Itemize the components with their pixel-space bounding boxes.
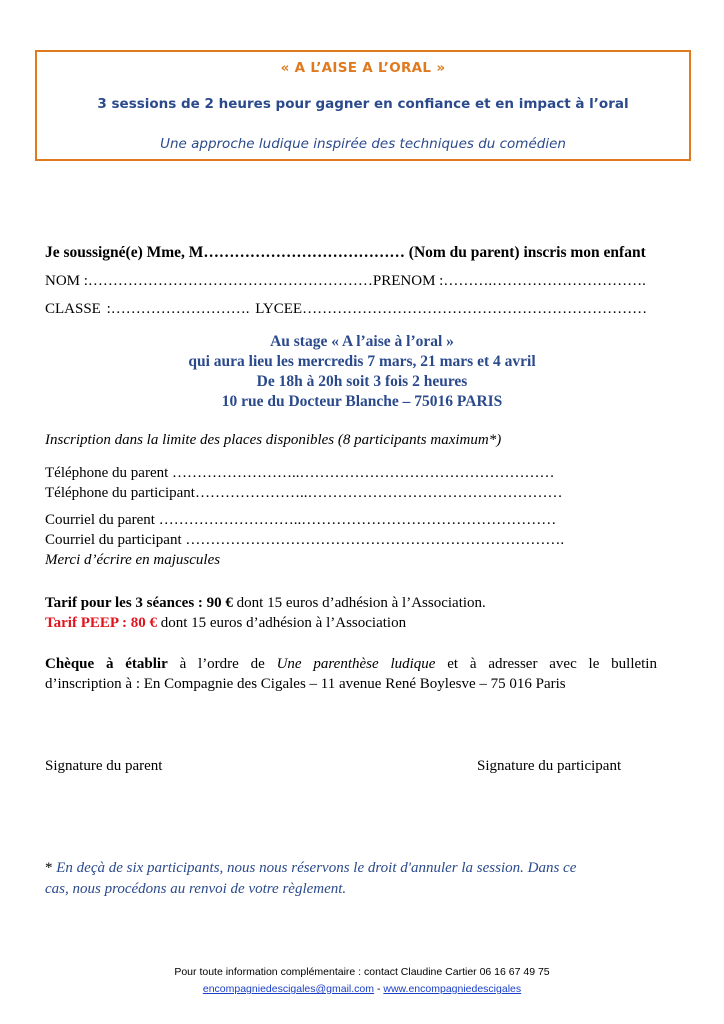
tarif-standard [45,595,486,612]
tarif-peep-label: Tarif PEEP : 80 € [45,615,157,631]
cheque-label: Chèque à établir [45,656,168,672]
stage-line-2: qui aura lieu les mercredis 7 mars, 21 mars et 4 avril [188,353,536,370]
nom-prenom-line: NOM :…………………………………………………PRENOM :……….…………………………. [45,273,646,289]
signature-participant: Signature du participant [477,758,622,774]
cheque-text-2: et à adresser avec le bulletin [435,656,657,672]
tel-parent-line: Téléphone du parent ……………………..…………………………………………… [45,465,555,481]
footnote-text-1: En deçà de six participants, nous nous réservons le droit d'annuler la session. Dans ce [56,860,577,876]
mail-parent-line: Courriel du parent ………………………..…………………………………………… [45,512,557,528]
footnote-line-2: cas, nous procédons au renvoi de votre règlement. [45,881,347,897]
stage-line-1: Au stage « A l’aise à l’oral » [270,333,454,350]
signature-parent: Signature du parent [45,758,163,774]
header-box [35,50,691,161]
tel-participant-line: Téléphone du participant…………………..…………………………………………… [45,485,563,501]
footer-contact: Pour toute information complémentaire : contact Claudine Cartier 06 16 67 49 75 [174,966,550,978]
majuscules-note: Merci d’écrire en majuscules [45,552,221,568]
footer-email-link[interactable]: encompagniedescigales@gmail.com [202,983,375,995]
cheque-org: Une parenthèse ludique [276,656,436,672]
footnote-star: * [45,860,57,876]
stage-line-3: De 18h à 20h soit 3 fois 2 heures [256,373,468,390]
inscription-note: Inscription dans la limite des places disponibles (8 participants maximum*) [45,432,502,448]
classe-lycee-line: CLASSE :………………………. LYCEE…………………………………………………………… [45,301,648,317]
cheque-line-1 [45,656,657,673]
footnote-line-1 [45,860,576,877]
workshop-title: « A L’AISE A L’ORAL » [280,60,446,76]
tarif-standard-label: Tarif pour les 3 séances : 90 € [45,595,233,611]
intro-line: Je soussigné(e) Mme, M………………………………… (Nom du parent) inscris mon enfant [45,244,646,261]
stage-line-4: 10 rue du Docteur Blanche – 75016 PARIS [221,393,503,410]
cheque-text-1: à l’ordre de [167,656,277,672]
tarif-standard-text: dont 15 euros d’adhésion à l’Association. [232,595,486,611]
tarif-peep-text: dont 15 euros d’adhésion à l’Association [156,615,407,631]
workshop-subtitle: 3 sessions de 2 heures pour gagner en confiance et en impact à l’oral [97,96,629,112]
workshop-tagline: Une approche ludique inspirée des techniques du comédien [160,136,566,152]
footer-links [0,983,724,995]
mail-participant-line: Courriel du participant …………………………………………………………………. [45,532,565,548]
cheque-line-2: d’inscription à : En Compagnie des Cigales – 11 avenue René Boylesve – 75 016 Paris [45,676,566,692]
footer-separator: - [374,983,384,995]
footer-website-link[interactable]: www.encompagniedescigales [383,983,522,995]
tarif-peep [45,615,406,632]
